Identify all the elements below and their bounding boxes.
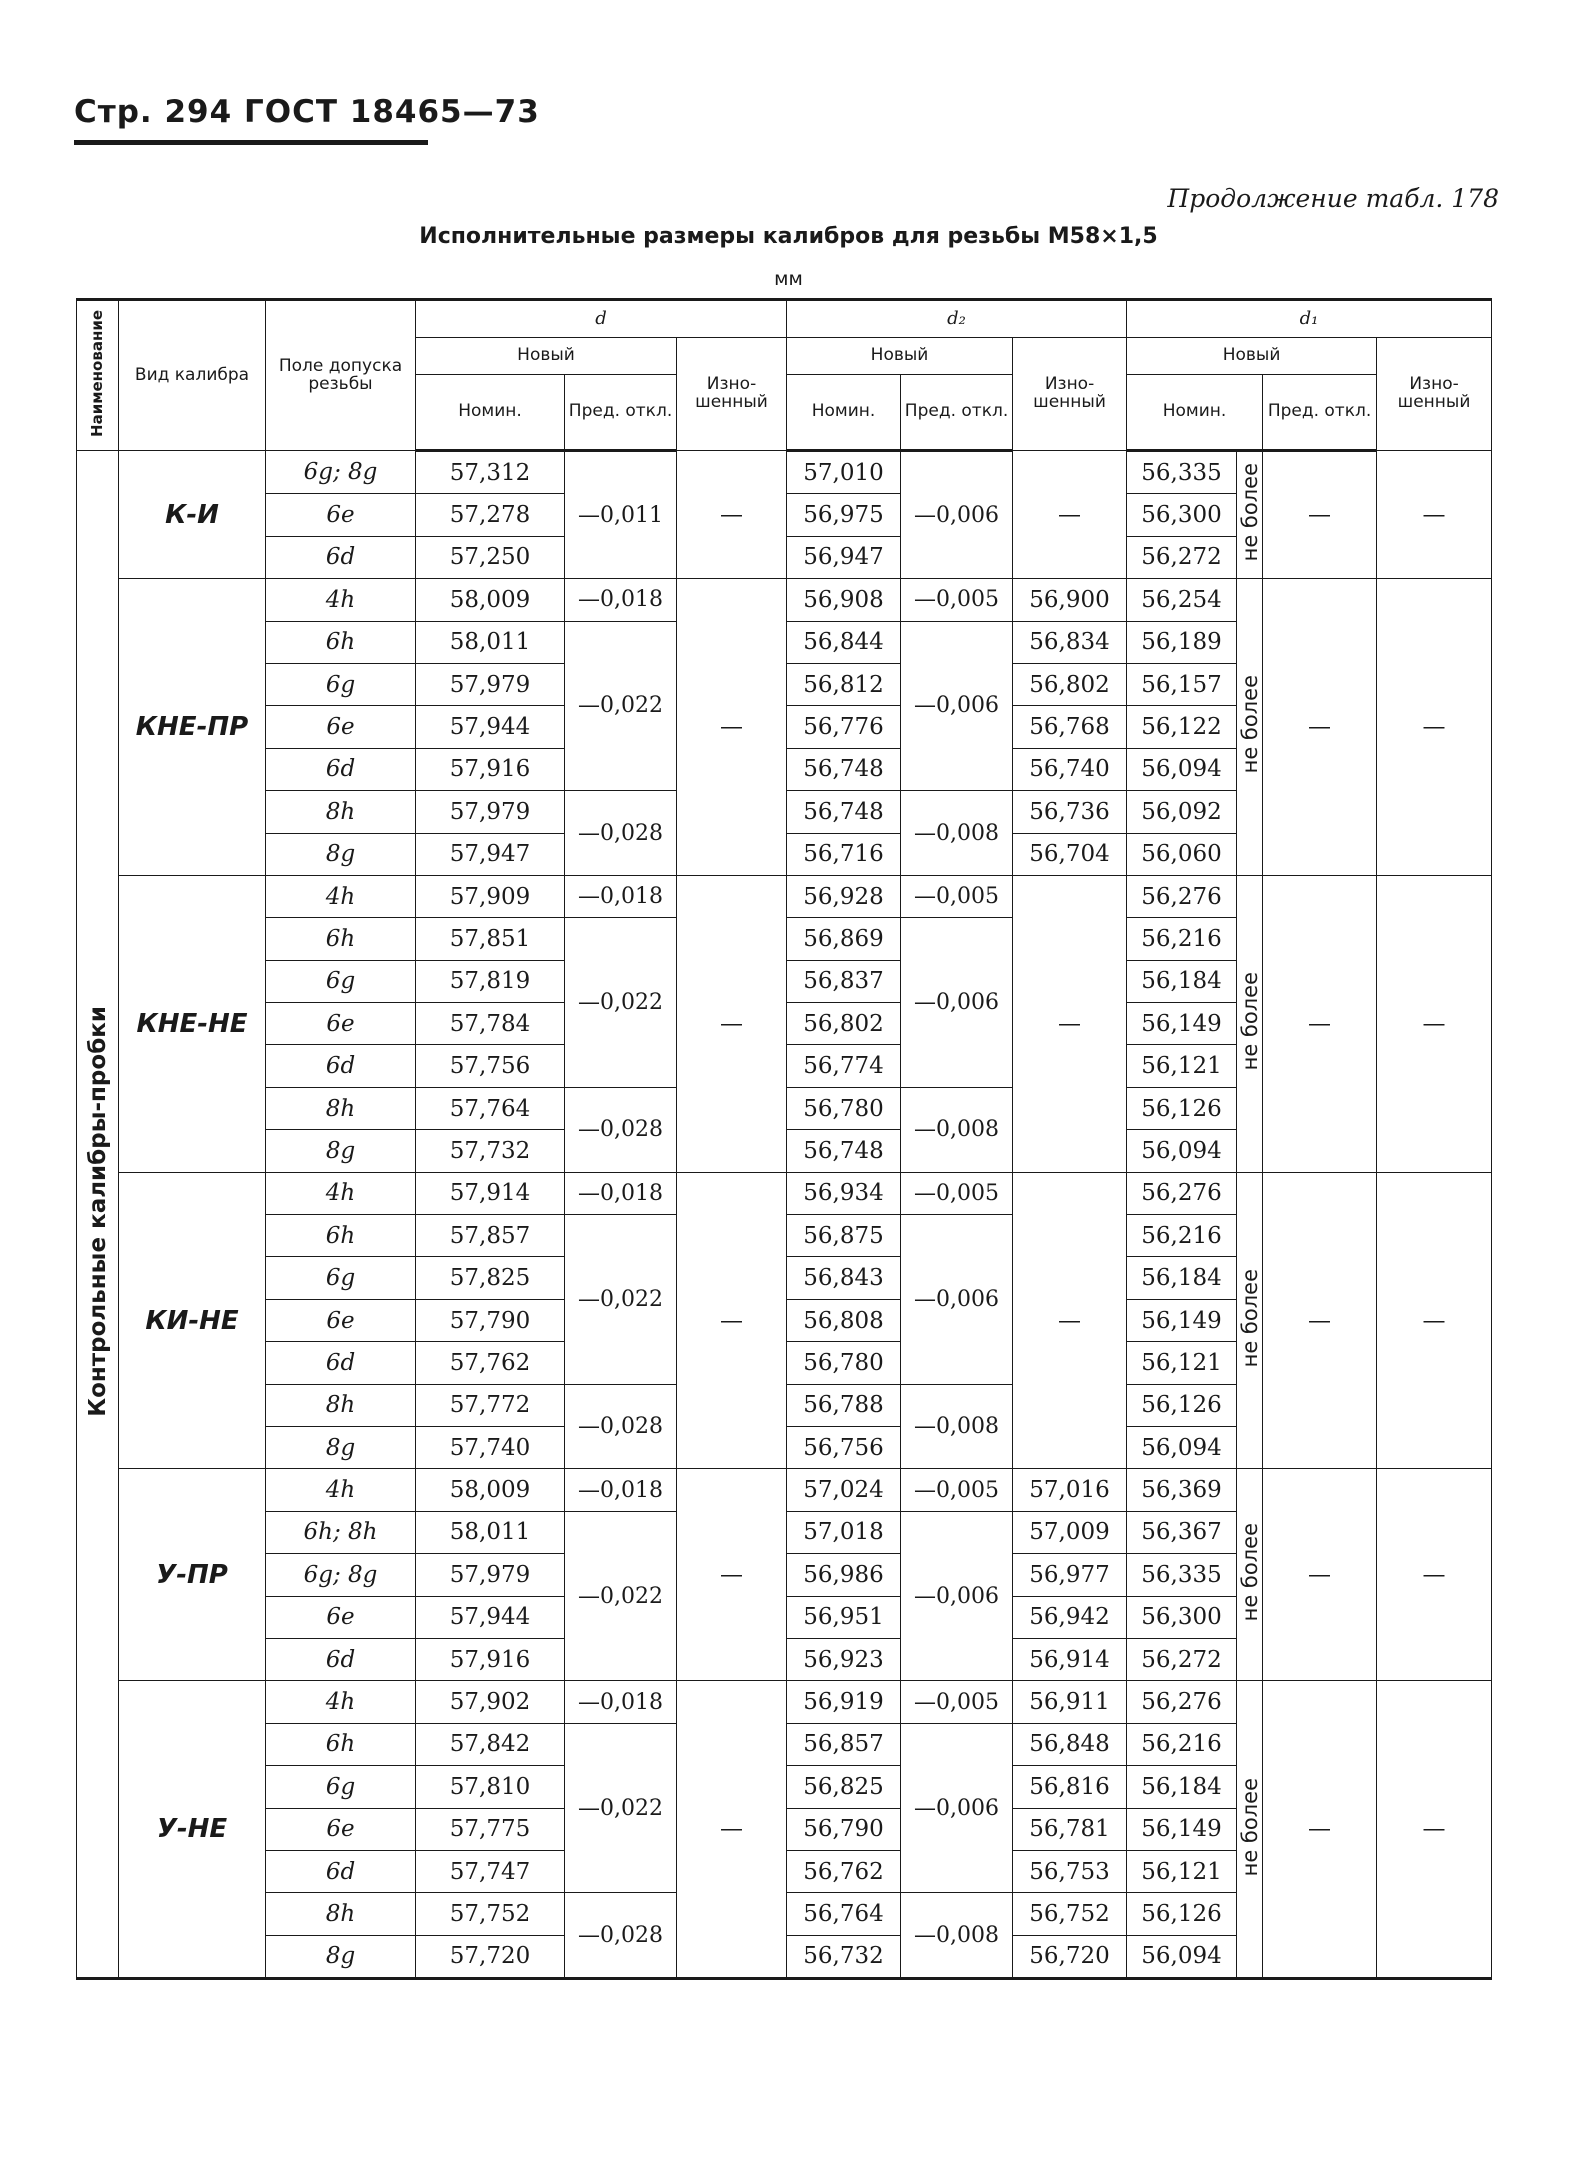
d-nominal-cell: 57,819	[416, 960, 565, 1002]
not-more-cell	[1237, 451, 1263, 579]
d2-worn-cell: 56,848	[1013, 1723, 1127, 1765]
d2-nominal-cell: 56,934	[787, 1172, 901, 1214]
header-tolerance-field: Поле допуска резьбы	[266, 300, 416, 451]
d-deviation-cell: —0,011	[565, 451, 677, 579]
header-d-nominal: Номин.	[416, 375, 565, 451]
tolerance-field-cell: 8g	[266, 833, 416, 875]
d2-nominal-cell: 56,764	[787, 1893, 901, 1935]
tolerance-field-cell: 6g	[266, 1257, 416, 1299]
not-more-cell	[1237, 1681, 1263, 1979]
d2-nominal-cell: 56,802	[787, 1003, 901, 1045]
d1-nominal-cell: 56,184	[1127, 1257, 1237, 1299]
d-deviation-cell: —0,022	[565, 1511, 677, 1681]
d-nominal-cell: 57,825	[416, 1257, 565, 1299]
d-nominal-cell: 57,747	[416, 1850, 565, 1892]
d-nominal-cell: 57,916	[416, 748, 565, 790]
d1-nominal-cell: 56,335	[1127, 1554, 1237, 1596]
tolerance-field-cell: 8h	[266, 791, 416, 833]
table-row	[77, 1469, 1492, 1511]
header-name: Наименование	[77, 300, 119, 451]
d2-nominal-cell: 56,923	[787, 1638, 901, 1680]
d-nominal-cell: 57,810	[416, 1766, 565, 1808]
tolerance-field-cell: 6g	[266, 960, 416, 1002]
d2-nominal-cell: 56,844	[787, 621, 901, 663]
d2-worn-cell: 56,900	[1013, 579, 1127, 621]
d1-nominal-cell: 56,094	[1127, 1426, 1237, 1468]
d2-nominal-cell: 57,018	[787, 1511, 901, 1553]
d-nominal-cell: 57,909	[416, 875, 565, 917]
not-more-cell	[1237, 1469, 1263, 1681]
tolerance-field-cell: 6g	[266, 663, 416, 705]
d-nominal-cell: 57,784	[416, 1003, 565, 1045]
d2-deviation-cell: —0,008	[901, 791, 1013, 876]
d2-deviation-cell: —0,005	[901, 1469, 1013, 1511]
tolerance-field-cell: 6d	[266, 536, 416, 578]
d-deviation-cell: —0,022	[565, 1215, 677, 1385]
d-nominal-cell: 58,009	[416, 579, 565, 621]
d-nominal-cell: 57,772	[416, 1384, 565, 1426]
d1-nominal-cell: 56,094	[1127, 1130, 1237, 1172]
table-row	[77, 1172, 1492, 1214]
d2-deviation-cell: —0,006	[901, 1215, 1013, 1385]
d-nominal-cell: 57,764	[416, 1087, 565, 1129]
d-deviation-cell: —0,028	[565, 1087, 677, 1172]
tolerance-field-cell: 6e	[266, 1299, 416, 1341]
d2-worn-cell: 56,911	[1013, 1681, 1127, 1723]
d2-nominal-cell: 56,762	[787, 1850, 901, 1892]
tolerance-field-cell: 4h	[266, 1681, 416, 1723]
table-row	[77, 875, 1492, 917]
tolerance-field-cell: 6g; 8g	[266, 451, 416, 494]
d2-nominal-cell: 56,975	[787, 494, 901, 536]
d2-nominal-cell: 56,825	[787, 1766, 901, 1808]
d1-worn-dash: —	[1377, 875, 1492, 1172]
d1-nominal-cell: 56,367	[1127, 1511, 1237, 1553]
d-nominal-cell: 57,312	[416, 451, 565, 494]
d-worn-dash: —	[677, 451, 787, 579]
d2-deviation-cell: —0,005	[901, 1172, 1013, 1214]
gauge-dimensions-table	[76, 298, 1492, 1980]
table-row	[77, 1681, 1492, 1723]
d2-deviation-cell: —0,008	[901, 1087, 1013, 1172]
d1-worn-dash: —	[1377, 451, 1492, 579]
header-d1: d₁	[1127, 300, 1492, 338]
tolerance-field-cell: 4h	[266, 1469, 416, 1511]
d-nominal-cell: 57,842	[416, 1723, 565, 1765]
d2-nominal-cell: 56,812	[787, 663, 901, 705]
d1-nominal-cell: 56,149	[1127, 1299, 1237, 1341]
tolerance-field-cell: 8g	[266, 1130, 416, 1172]
d2-deviation-cell: —0,008	[901, 1893, 1013, 1979]
d1-nominal-cell: 56,335	[1127, 451, 1237, 494]
d1-worn-dash: —	[1377, 1172, 1492, 1469]
d-nominal-cell: 57,775	[416, 1808, 565, 1850]
d2-nominal-cell: 57,024	[787, 1469, 901, 1511]
d-worn-dash: —	[677, 1172, 787, 1469]
tolerance-field-cell: 8g	[266, 1935, 416, 1978]
d-nominal-cell: 58,011	[416, 621, 565, 663]
d2-worn-cell: 56,781	[1013, 1808, 1127, 1850]
d1-nominal-cell: 56,157	[1127, 663, 1237, 705]
d1-deviation-dash: —	[1263, 1469, 1377, 1681]
tolerance-field-cell: 6h; 8h	[266, 1511, 416, 1553]
d1-nominal-cell: 56,276	[1127, 1681, 1237, 1723]
d1-deviation-dash: —	[1263, 451, 1377, 579]
d-nominal-cell: 57,944	[416, 706, 565, 748]
d1-nominal-cell: 56,300	[1127, 1596, 1237, 1638]
d-deviation-cell: —0,028	[565, 1893, 677, 1979]
header-d-worn: Изно-шенный	[677, 338, 787, 451]
d-deviation-cell: —0,018	[565, 579, 677, 621]
tolerance-field-cell: 6e	[266, 1003, 416, 1045]
d2-nominal-cell: 56,748	[787, 1130, 901, 1172]
not-more-cell	[1237, 579, 1263, 876]
header-d2-new: Новый	[787, 338, 1013, 375]
d1-worn-dash: —	[1377, 1681, 1492, 1979]
table-title: Исполнительные размеры калибров для резьбы М58×1,5	[419, 224, 1158, 249]
d2-nominal-cell: 56,774	[787, 1045, 901, 1087]
tolerance-field-cell: 8g	[266, 1426, 416, 1468]
gauge-type-name: КИ-НЕ	[119, 1172, 266, 1469]
table-row	[77, 579, 1492, 621]
d1-deviation-dash: —	[1263, 1172, 1377, 1469]
tolerance-field-cell: 8h	[266, 1087, 416, 1129]
gauge-type-name: К-И	[119, 451, 266, 579]
header-gauge-type: Вид калибра	[119, 300, 266, 451]
d2-nominal-cell: 56,928	[787, 875, 901, 917]
tolerance-field-cell: 8h	[266, 1893, 416, 1935]
d1-nominal-cell: 56,094	[1127, 1935, 1237, 1978]
tolerance-field-cell: 6g; 8g	[266, 1554, 416, 1596]
d-nominal-cell: 57,979	[416, 663, 565, 705]
continuation-note: Продолжение табл. 178	[1167, 184, 1499, 213]
d2-worn-cell: 56,736	[1013, 791, 1127, 833]
row-group-label-text: Контрольные калибры-пробки	[84, 1005, 111, 1417]
d2-deviation-cell: —0,005	[901, 875, 1013, 917]
header-d2: d₂	[787, 300, 1127, 338]
header-d1-nominal: Номин.	[1127, 375, 1263, 451]
d-deviation-cell: —0,022	[565, 621, 677, 791]
tolerance-field-cell: 6h	[266, 621, 416, 663]
d1-nominal-cell: 56,276	[1127, 1172, 1237, 1214]
header-d2-nominal: Номин.	[787, 375, 901, 451]
d2-worn-cell: 56,942	[1013, 1596, 1127, 1638]
d2-deviation-cell: —0,006	[901, 1511, 1013, 1681]
d-nominal-cell: 57,278	[416, 494, 565, 536]
not-more-text: не более	[1237, 972, 1262, 1071]
tolerance-field-cell: 8h	[266, 1384, 416, 1426]
d1-worn-dash: —	[1377, 1469, 1492, 1681]
d-nominal-cell: 58,011	[416, 1511, 565, 1553]
d2-worn-cell: 56,802	[1013, 663, 1127, 705]
d1-nominal-cell: 56,216	[1127, 1723, 1237, 1765]
d-nominal-cell: 57,732	[416, 1130, 565, 1172]
d2-nominal-cell: 56,808	[787, 1299, 901, 1341]
tolerance-field-cell: 6d	[266, 1045, 416, 1087]
not-more-cell	[1237, 875, 1263, 1172]
d-nominal-cell: 57,851	[416, 918, 565, 960]
d2-nominal-cell: 56,908	[787, 579, 901, 621]
d2-nominal-cell: 56,776	[787, 706, 901, 748]
d2-deviation-cell: —0,008	[901, 1384, 1013, 1469]
header-d1-worn: Изно-шенный	[1377, 338, 1492, 451]
d2-worn-cell: 56,816	[1013, 1766, 1127, 1808]
d1-deviation-dash: —	[1263, 1681, 1377, 1979]
d2-nominal-cell: 56,843	[787, 1257, 901, 1299]
d-nominal-cell: 57,944	[416, 1596, 565, 1638]
d-worn-dash: —	[677, 1681, 787, 1979]
d2-worn-cell: 56,753	[1013, 1850, 1127, 1892]
d2-worn-dash: —	[1013, 1172, 1127, 1469]
table-body	[77, 451, 1492, 1979]
d-deviation-cell: —0,022	[565, 918, 677, 1088]
d1-nominal-cell: 56,184	[1127, 960, 1237, 1002]
d1-nominal-cell: 56,121	[1127, 1342, 1237, 1384]
d-nominal-cell: 57,752	[416, 1893, 565, 1935]
d-nominal-cell: 57,916	[416, 1638, 565, 1680]
d-worn-dash: —	[677, 579, 787, 876]
d2-worn-cell: 56,752	[1013, 1893, 1127, 1935]
tolerance-field-cell: 6e	[266, 494, 416, 536]
header-d2-worn: Изно-шенный	[1013, 338, 1127, 451]
d2-deviation-cell: —0,006	[901, 621, 1013, 791]
d-nominal-cell: 57,902	[416, 1681, 565, 1723]
d2-nominal-cell: 56,788	[787, 1384, 901, 1426]
d2-worn-cell: 56,977	[1013, 1554, 1127, 1596]
d-nominal-cell: 57,756	[416, 1045, 565, 1087]
d2-nominal-cell: 56,837	[787, 960, 901, 1002]
d2-deviation-cell: —0,006	[901, 918, 1013, 1088]
tolerance-field-cell: 6g	[266, 1766, 416, 1808]
d1-deviation-dash: —	[1263, 875, 1377, 1172]
d1-nominal-cell: 56,216	[1127, 918, 1237, 960]
tolerance-field-cell: 6d	[266, 748, 416, 790]
d1-deviation-dash: —	[1263, 579, 1377, 876]
d-nominal-cell: 58,009	[416, 1469, 565, 1511]
d2-worn-dash: —	[1013, 451, 1127, 579]
d1-nominal-cell: 56,276	[1127, 875, 1237, 917]
d-nominal-cell: 57,790	[416, 1299, 565, 1341]
d2-nominal-cell: 56,780	[787, 1342, 901, 1384]
d1-nominal-cell: 56,254	[1127, 579, 1237, 621]
gauge-type-name: У-НЕ	[119, 1681, 266, 1979]
d-nominal-cell: 57,947	[416, 833, 565, 875]
d-nominal-cell: 57,720	[416, 1935, 565, 1978]
tolerance-field-cell: 6e	[266, 1596, 416, 1638]
d2-nominal-cell: 56,919	[787, 1681, 901, 1723]
d-nominal-cell: 57,740	[416, 1426, 565, 1468]
not-more-text: не более	[1237, 1523, 1262, 1622]
d-nominal-cell: 57,914	[416, 1172, 565, 1214]
d2-nominal-cell: 56,716	[787, 833, 901, 875]
d2-worn-cell: 56,704	[1013, 833, 1127, 875]
tolerance-field-cell: 4h	[266, 1172, 416, 1214]
d-nominal-cell: 57,979	[416, 1554, 565, 1596]
d1-nominal-cell: 56,149	[1127, 1003, 1237, 1045]
d1-nominal-cell: 56,060	[1127, 833, 1237, 875]
d1-nominal-cell: 56,272	[1127, 536, 1237, 578]
not-more-text: не более	[1237, 463, 1262, 562]
d2-deviation-cell: —0,005	[901, 579, 1013, 621]
not-more-cell	[1237, 1172, 1263, 1469]
d1-nominal-cell: 56,121	[1127, 1045, 1237, 1087]
d2-nominal-cell: 56,947	[787, 536, 901, 578]
gauge-type-name: КНЕ-ПР	[119, 579, 266, 876]
d1-nominal-cell: 56,122	[1127, 706, 1237, 748]
d-deviation-cell: —0,022	[565, 1723, 677, 1893]
d2-nominal-cell: 56,951	[787, 1596, 901, 1638]
page-header: Стр. 294 ГОСТ 18465—73	[74, 94, 540, 130]
d1-nominal-cell: 56,121	[1127, 1850, 1237, 1892]
table-row	[77, 451, 1492, 494]
d1-nominal-cell: 56,126	[1127, 1893, 1237, 1935]
d2-worn-dash: —	[1013, 875, 1127, 1172]
d1-nominal-cell: 56,272	[1127, 1638, 1237, 1680]
tolerance-field-cell: 4h	[266, 579, 416, 621]
d2-deviation-cell: —0,006	[901, 451, 1013, 579]
d1-worn-dash: —	[1377, 579, 1492, 876]
d2-worn-cell: 57,009	[1013, 1511, 1127, 1553]
header-rule	[74, 140, 428, 145]
gauge-type-name: КНЕ-НЕ	[119, 875, 266, 1172]
tolerance-field-cell: 6e	[266, 706, 416, 748]
d2-nominal-cell: 56,857	[787, 1723, 901, 1765]
not-more-text: не более	[1237, 1268, 1262, 1368]
tolerance-field-cell: 6d	[266, 1850, 416, 1892]
tolerance-field-cell: 6d	[266, 1638, 416, 1680]
header-d-new: Новый	[416, 338, 677, 375]
d2-nominal-cell: 56,986	[787, 1554, 901, 1596]
tolerance-field-cell: 6h	[266, 918, 416, 960]
row-group-label	[77, 451, 119, 1979]
d1-nominal-cell: 56,300	[1127, 494, 1237, 536]
d2-worn-cell: 56,768	[1013, 706, 1127, 748]
d2-worn-cell: 56,914	[1013, 1638, 1127, 1680]
gauge-type-name: У-ПР	[119, 1469, 266, 1681]
header-d1-new: Новый	[1127, 338, 1377, 375]
d-worn-dash: —	[677, 875, 787, 1172]
d2-nominal-cell: 56,790	[787, 1808, 901, 1850]
not-more-text: не более	[1237, 1777, 1262, 1876]
units-label: мм	[774, 268, 803, 290]
d2-deviation-cell: —0,005	[901, 1681, 1013, 1723]
d2-nominal-cell: 56,869	[787, 918, 901, 960]
d2-nominal-cell: 57,010	[787, 451, 901, 494]
d2-nominal-cell: 56,756	[787, 1426, 901, 1468]
header-d1-deviation: Пред. откл.	[1263, 375, 1377, 451]
header-d-deviation: Пред. откл.	[565, 375, 677, 451]
d2-nominal-cell: 56,780	[787, 1087, 901, 1129]
tolerance-field-cell: 6h	[266, 1723, 416, 1765]
d-nominal-cell: 57,250	[416, 536, 565, 578]
d-deviation-cell: —0,018	[565, 1172, 677, 1214]
d1-nominal-cell: 56,094	[1127, 748, 1237, 790]
d-worn-dash: —	[677, 1469, 787, 1681]
d1-nominal-cell: 56,126	[1127, 1087, 1237, 1129]
header-d: d	[416, 300, 787, 338]
d-nominal-cell: 57,979	[416, 791, 565, 833]
d1-nominal-cell: 56,189	[1127, 621, 1237, 663]
tolerance-field-cell: 6d	[266, 1342, 416, 1384]
d-deviation-cell: —0,018	[565, 875, 677, 917]
d2-worn-cell: 56,740	[1013, 748, 1127, 790]
tolerance-field-cell: 4h	[266, 875, 416, 917]
d1-nominal-cell: 56,184	[1127, 1766, 1237, 1808]
d2-worn-cell: 56,834	[1013, 621, 1127, 663]
d2-nominal-cell: 56,875	[787, 1215, 901, 1257]
d-deviation-cell: —0,018	[565, 1469, 677, 1511]
d1-nominal-cell: 56,216	[1127, 1215, 1237, 1257]
d2-worn-cell: 56,720	[1013, 1935, 1127, 1978]
not-more-text: не более	[1237, 675, 1262, 774]
d1-nominal-cell: 56,092	[1127, 791, 1237, 833]
d-nominal-cell: 57,857	[416, 1215, 565, 1257]
d2-worn-cell: 57,016	[1013, 1469, 1127, 1511]
table-head	[77, 300, 1492, 451]
d-deviation-cell: —0,018	[565, 1681, 677, 1723]
d2-nominal-cell: 56,748	[787, 791, 901, 833]
d1-nominal-cell: 56,126	[1127, 1384, 1237, 1426]
d-nominal-cell: 57,762	[416, 1342, 565, 1384]
d1-nominal-cell: 56,149	[1127, 1808, 1237, 1850]
d-deviation-cell: —0,028	[565, 791, 677, 876]
d2-nominal-cell: 56,748	[787, 748, 901, 790]
tolerance-field-cell: 6e	[266, 1808, 416, 1850]
d-deviation-cell: —0,028	[565, 1384, 677, 1469]
d2-deviation-cell: —0,006	[901, 1723, 1013, 1893]
header-d2-deviation: Пред. откл.	[901, 375, 1013, 451]
d1-nominal-cell: 56,369	[1127, 1469, 1237, 1511]
tolerance-field-cell: 6h	[266, 1215, 416, 1257]
d2-nominal-cell: 56,732	[787, 1935, 901, 1978]
